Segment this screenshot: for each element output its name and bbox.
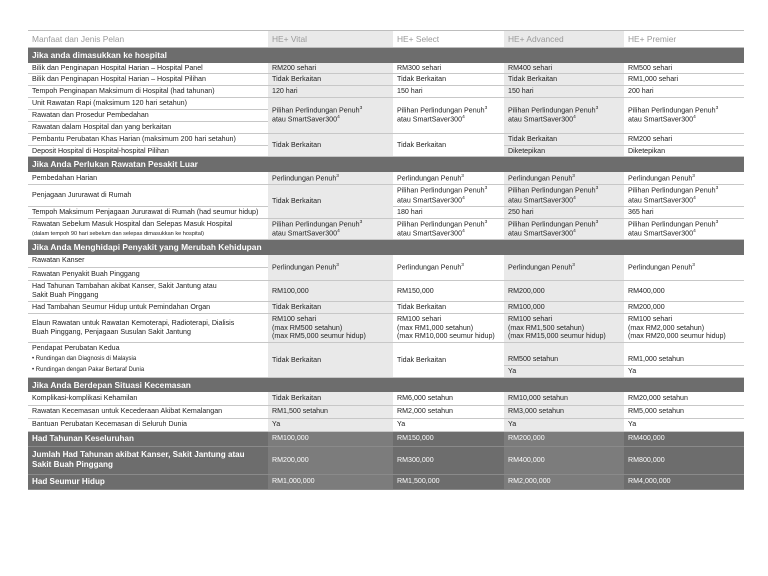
- table-row: Deposit Hospital di Hospital-hospital Pilihan Diketepikan Diketepikan: [28, 145, 744, 157]
- table-row: Tempoh Penginapan Maksimum di Hospital (had tahunan) 120 hari 150 hari 150 hari 200 hari: [28, 86, 744, 98]
- table-row: Rawatan Kecemasan untuk Kecederaan Akibat Kemalangan RM1,500 setahun RM2,000 setahun RM3,000 setahun RM5,000 setahun: [28, 405, 744, 418]
- section-outpatient: Jika Anda Perlukan Rawatan Pesakit Luar: [28, 157, 744, 172]
- table-row: Rawatan dalam Hospital dan yang berkaitan: [28, 121, 744, 133]
- total-row-critical-limit: Jumlah Had Tahunan akibat Kanser, Sakit Jantung atau Sakit Buah Pinggang RM200,000 RM300,000 RM400,000 RM800,000: [28, 446, 744, 474]
- table-row: Pembedahan Harian Perlindungan Penuh$^3$ Perlindungan Penuh$^3$ Perlindungan Penuh$^3$ Perlindungan Penuh$^3$: [28, 172, 744, 185]
- section-critical-illness: Jika Anda Menghidapi Penyakit yang Merubah Kehidupan: [28, 240, 744, 255]
- benefits-table: [28, 30, 744, 490]
- table-row: Tempoh Maksimum Penjagaan Jururawat di Rumah (had seumur hidup) 180 hari 250 hari 365 hari: [28, 206, 744, 218]
- table-row: Bantuan Perubatan Kecemasan di Seluruh Dunia Ya Ya Ya Ya: [28, 418, 744, 431]
- header-benefits: Manfaat dan Jenis Pelan: [28, 31, 268, 48]
- section-hospital: Jika anda dimasukkan ke hospital: [28, 48, 744, 63]
- table-row: • Rundingan dengan Pakar Bertaraf Dunia Ya Ya: [28, 365, 744, 377]
- table-row: Bilik dan Penginapan Hospital Harian – Hospital Panel RM200 sehari RM300 sehari RM400 sehari RM500 sehari: [28, 63, 744, 74]
- table-row: Rawatan dan Prosedur Pembedahan: [28, 109, 744, 121]
- table-header-row: [28, 31, 744, 48]
- total-row-lifetime-limit: Had Seumur Hidup RM1,000,000 RM1,500,000 RM2,000,000 RM4,000,000: [28, 474, 744, 489]
- table-row: Had Tambahan Seumur Hidup untuk Pemindahan Organ Tidak Berkaitan Tidak Berkaitan RM100,000 RM200,000: [28, 301, 744, 313]
- table-row: • Rundingan dan Diagnosis di Malaysia RM500 setahun RM1,000 setahun: [28, 354, 744, 365]
- table-row: Komplikasi-komplikasi Kehamilan Tidak Berkaitan RM6,000 setahun RM10,000 setahun RM20,000 setahun: [28, 392, 744, 405]
- table-row: Rawatan Sebelum Masuk Hospital dan Selepas Masuk Hospital (dalam tempoh 90 hari sebelum dan selepas dimasukkan ke hospital) Pilihan Perlindungan Penuh$^3$ atau $SmartSaver300^4$ Pilihan Perlindungan Penuh$^3$ atau $SmartSaver300^4$ Pilihan Perlindungan Penuh$^3$ atau $SmartSaver300^4$ Pilihan Perlindungan Penuh$^3$ atau $SmartSaver300^4$: [28, 218, 744, 239]
- section-emergency: Jika Anda Berdepan Situasi Kecemasan: [28, 377, 744, 392]
- table-row: Pembantu Perubatan Khas Harian (maksimum 200 hari setahun) Tidak Berkaitan Tidak Berkaitan Tidak Berkaitan RM200 sehari: [28, 133, 744, 145]
- benefits-table-container: [28, 30, 744, 490]
- table-row: Elaun Rawatan untuk Rawatan Kemoterapi, Radioterapi, Dialisis Buah Pinggang, Penjagaan Susulan Sakit Jantung RM100 sehari (max RM500 setahun) (max RM5,000 seumur hidup) RM100 sehari (max RM1,000 setahun) (max RM10,000 seumur hidup) RM100 sehari (max RM1,500 setahun) (max RM15,000 seumur hidup) RM100 sehari (max RM2,000 setahun) (max RM20,000 seumur hidup): [28, 313, 744, 343]
- table-row: Had Tahunan Tambahan akibat Kanser, Sakit Jantung atau Sakit Buah Pinggang RM100,000 RM150,000 RM200,000 RM400,000: [28, 281, 744, 302]
- table-row: Rawatan Penyakit Buah Pinggang: [28, 268, 744, 281]
- table-row: Penjagaan Jururawat di Rumah Tidak Berkaitan Pilihan Perlindungan Penuh$^3$ atau $SmartSaver300^4$ Pilihan Perlindungan Penuh$^3$ atau $SmartSaver300^4$ Pilihan Perlindungan Penuh$^3$ atau $SmartSaver300^4$: [28, 185, 744, 206]
- table-row: Bilik dan Penginapan Hospital Harian – Hospital Pilihan Tidak Berkaitan Tidak Berkaitan Tidak Berkaitan RM1,000 sehari: [28, 74, 744, 86]
- header-vital: HE+ Vital: [268, 31, 393, 48]
- header-advanced: HE+ Advanced: [504, 31, 624, 48]
- header-select: HE+ Select: [393, 31, 504, 48]
- total-row-annual-limit: Had Tahunan Keseluruhan RM100,000 RM150,000 RM200,000 RM400,000: [28, 431, 744, 446]
- header-premier: HE+ Premier: [624, 31, 744, 48]
- table-row: Unit Rawatan Rapi (maksimum 120 hari setahun) Pilihan Perlindungan Penuh$^3$ atau $SmartSaver300^4$ Pilihan Perlindungan Penuh$^3$ atau $SmartSaver300^4$ Pilihan Perlindungan Penuh$^3$ atau $SmartSaver300^4$ Pilihan Perlindungan Penuh$^3$ atau $SmartSaver300^4$: [28, 98, 744, 110]
- table-row: Rawatan Kanser Perlindungan Penuh$^3$ Perlindungan Penuh$^3$ Perlindungan Penuh$^3$ Perlindungan Penuh$^3$: [28, 255, 744, 268]
- table-row: Pendapat Perubatan Kedua Tidak Berkaitan Tidak Berkaitan: [28, 343, 744, 354]
